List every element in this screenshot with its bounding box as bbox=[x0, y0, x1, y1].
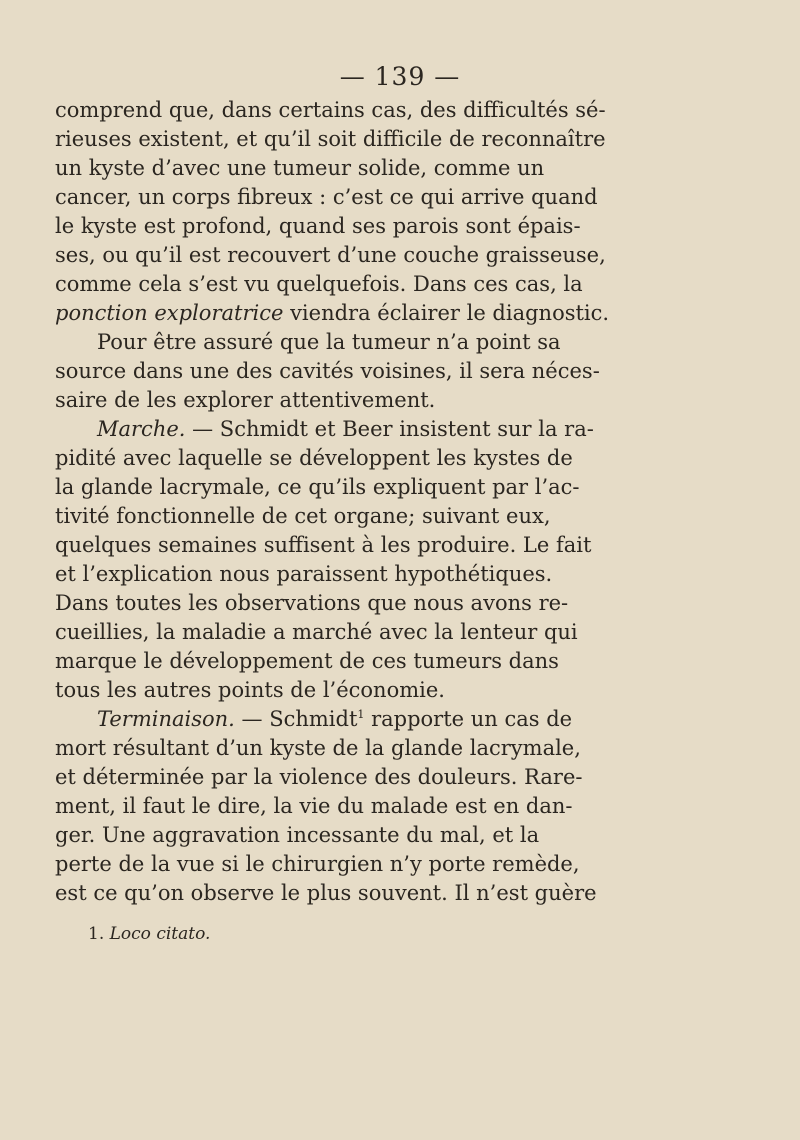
text-line: rieuses existent, et qu’il soit difficile de reconnaître bbox=[55, 127, 606, 151]
text-line: et l’explication nous paraissent hypothétiques. bbox=[55, 562, 553, 586]
footnote-text: Loco citato. bbox=[109, 924, 211, 944]
text-line: est ce qu’on observe le plus souvent. Il n’est guère bbox=[55, 881, 597, 905]
text-line: comme cela s’est vu quelquefois. Dans ces cas, la bbox=[55, 272, 583, 296]
footnote-number: 1. bbox=[88, 924, 105, 944]
text-line: saire de les explorer attentivement. bbox=[55, 388, 436, 412]
page-number: — 139 — bbox=[339, 62, 461, 91]
text-line: ponction exploratrice viendra éclairer le diagnostic. bbox=[55, 301, 610, 325]
text-line: comprend que, dans certains cas, des difficultés sé- bbox=[55, 98, 606, 122]
text-line: un kyste d’avec une tumeur solide, comme un bbox=[55, 156, 545, 180]
text-line: la glande lacrymale, ce qu’ils expliquent par l’ac- bbox=[55, 475, 580, 499]
text-line: pidité avec laquelle se développent les kystes de bbox=[55, 446, 573, 470]
text-line: ses, ou qu’il est recouvert d’une couche graisseuse, bbox=[55, 243, 606, 267]
text-line: ment, il faut le dire, la vie du malade est en dan- bbox=[55, 794, 573, 818]
text-line: le kyste est profond, quand ses parois sont épais- bbox=[55, 214, 581, 238]
text-line: Dans toutes les observations que nous avons re- bbox=[55, 591, 569, 615]
text-line: cancer, un corps fibreux : c’est ce qui arrive quand bbox=[55, 185, 598, 209]
text-line: perte de la vue si le chirurgien n’y porte remède, bbox=[55, 852, 580, 876]
footnote-marker: 1 bbox=[357, 708, 365, 721]
text-line: mort résultant d’un kyste de la glande lacrymale, bbox=[55, 736, 581, 760]
text-line: et déterminée par la violence des douleurs. Rare- bbox=[55, 765, 583, 789]
body-text bbox=[55, 96, 610, 908]
text-line: cueillies, la maladie a marché avec la lenteur qui bbox=[55, 620, 578, 644]
text-line: Pour être assuré que la tumeur n’a point sa bbox=[97, 330, 561, 354]
italic-term: ponction exploratrice bbox=[55, 301, 284, 325]
text-line: source dans une des cavités voisines, il sera néces- bbox=[55, 359, 600, 383]
text-line: ger. Une aggravation incessante du mal, et la bbox=[55, 823, 540, 847]
text-line: marque le développement de ces tumeurs dans bbox=[55, 649, 559, 673]
text-line: quelques semaines suffisent à les produire. Le fait bbox=[55, 533, 592, 557]
section-heading: Terminaison. bbox=[97, 707, 235, 731]
text-line: tous les autres points de l’économie. bbox=[55, 678, 445, 702]
text-line: Terminaison. — Schmidt$^1$ rapporte un cas de bbox=[97, 707, 573, 731]
text-line: Marche. — Schmidt et Beer insistent sur la ra- bbox=[97, 417, 594, 441]
section-heading: Marche. bbox=[97, 417, 186, 441]
footnote bbox=[88, 924, 210, 944]
text-line: tivité fonctionnelle de cet organe; suivant eux, bbox=[55, 504, 551, 528]
